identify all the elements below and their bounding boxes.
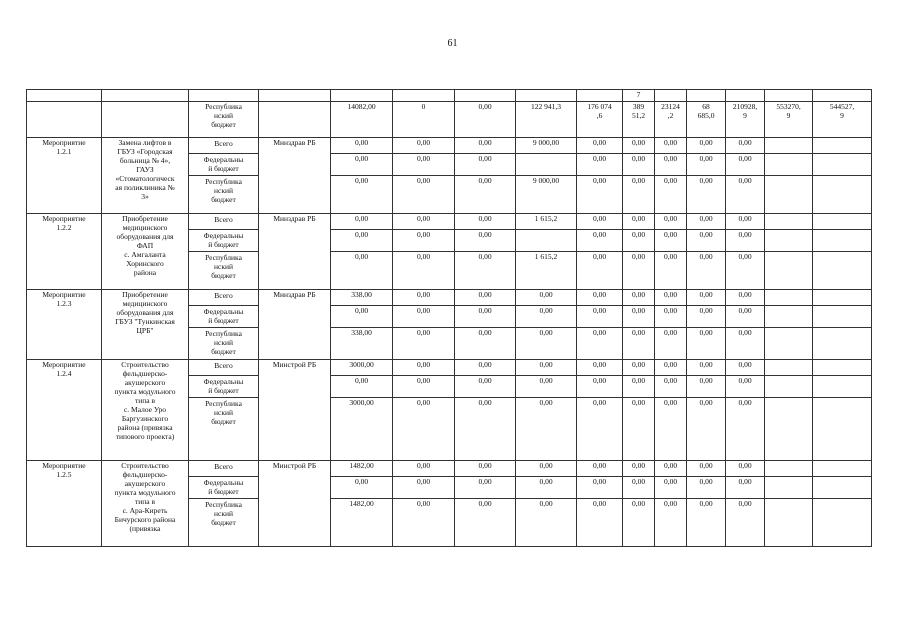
value-cell: [765, 328, 813, 360]
value-cell: 0,00: [455, 214, 516, 230]
measure-id-cell: Мероприятие 1.2.2: [27, 214, 102, 290]
value-cell: 0,00: [455, 176, 516, 214]
value-cell: 0,00: [623, 461, 655, 477]
value-cell: 0,00: [623, 230, 655, 252]
value-cell: 0,00: [393, 398, 455, 461]
value-cell: [813, 154, 872, 176]
value-cell: 0,00: [331, 138, 393, 154]
value-cell: 0,00: [577, 477, 623, 499]
value-cell: [813, 214, 872, 230]
funding-source-cell: Всего: [189, 360, 259, 376]
value-cell: [813, 477, 872, 499]
value-cell: 0,00: [726, 328, 765, 360]
budget-table: [26, 89, 872, 547]
value-cell: [765, 477, 813, 499]
executor-cell: [259, 102, 331, 138]
value-cell: 0,00: [655, 328, 687, 360]
value-cell: 0,00: [655, 360, 687, 376]
value-cell: 0,00: [393, 360, 455, 376]
value-cell: 0,00: [455, 154, 516, 176]
value-cell: 0,00: [393, 252, 455, 290]
measure-name-cell: Приобретение медицинского оборудования для ГБУЗ "Тункинская ЦРБ": [102, 290, 189, 360]
funding-source-cell: Федеральны й бюджет: [189, 154, 259, 176]
value-cell: 0,00: [726, 306, 765, 328]
value-cell: 0,00: [655, 306, 687, 328]
funding-source-cell: Республика нский бюджет: [189, 252, 259, 290]
value-cell: [813, 376, 872, 398]
value-cell: 0,00: [455, 290, 516, 306]
value-cell: 338,00: [331, 328, 393, 360]
funding-source-cell: Федеральны й бюджет: [189, 306, 259, 328]
executor-cell: Минздрав РБ: [259, 290, 331, 360]
value-cell: 0,00: [331, 214, 393, 230]
value-cell: 0,00: [393, 376, 455, 398]
value-cell: 338,00: [331, 290, 393, 306]
value-cell: 0,00: [655, 214, 687, 230]
value-cell: [765, 176, 813, 214]
funding-source-cell: Федеральны й бюджет: [189, 477, 259, 499]
header-cell: [189, 90, 259, 102]
value-cell: 0,00: [516, 461, 577, 477]
value-cell: 0,00: [726, 477, 765, 499]
funding-source-cell: Республика нский бюджет: [189, 102, 259, 138]
value-cell: 0,00: [726, 176, 765, 214]
value-cell: 0,00: [393, 176, 455, 214]
header-cell: [813, 90, 872, 102]
value-cell: 0,00: [687, 461, 726, 477]
value-cell: 0,00: [455, 360, 516, 376]
value-cell: 0,00: [726, 360, 765, 376]
value-cell: 0,00: [331, 306, 393, 328]
funding-source-cell: Федеральны й бюджет: [189, 230, 259, 252]
executor-cell: Минздрав РБ: [259, 214, 331, 290]
value-cell: 0,00: [623, 154, 655, 176]
value-cell: 14082,00: [331, 102, 393, 138]
measure-id-cell: Мероприятие 1.2.5: [27, 461, 102, 547]
value-cell: 0,00: [393, 306, 455, 328]
value-cell: 0,00: [577, 360, 623, 376]
value-cell: 0,00: [726, 461, 765, 477]
value-cell: [813, 398, 872, 461]
value-cell: 0,00: [687, 328, 726, 360]
value-cell: 3000,00: [331, 360, 393, 376]
value-cell: 0,00: [655, 461, 687, 477]
value-cell: [813, 176, 872, 214]
value-cell: 0,00: [655, 290, 687, 306]
table-row: [27, 360, 872, 376]
value-cell: 0,00: [687, 154, 726, 176]
value-cell: 0,00: [623, 290, 655, 306]
value-cell: 0,00: [577, 398, 623, 461]
value-cell: 0,00: [516, 290, 577, 306]
header-number-row: [27, 90, 872, 102]
value-cell: 0,00: [393, 230, 455, 252]
value-cell: [813, 138, 872, 154]
funding-source-cell: Республика нский бюджет: [189, 499, 259, 547]
value-cell: 0,00: [516, 477, 577, 499]
measure-name-cell: Приобретение медицинского оборудования для ФАП с. Амгаланта Хоринского района: [102, 214, 189, 290]
measure-name-cell: Замена лифтов в ГБУЗ «Городская больница № 4», ГАУЗ «Стоматологическ ая поликлиника № 3»: [102, 138, 189, 214]
table-row: [27, 138, 872, 154]
value-cell: 1 615,2: [516, 214, 577, 230]
funding-source-cell: Всего: [189, 214, 259, 230]
value-cell: 0,00: [455, 376, 516, 398]
measure-name-cell: Строительство фельдшерско- акушерского пункта модульного типа в с. Малое Уро Баргузинского района (привязка типового проекта): [102, 360, 189, 461]
value-cell: 0,00: [455, 138, 516, 154]
value-cell: 0,00: [623, 328, 655, 360]
value-cell: 0,00: [331, 154, 393, 176]
value-cell: 0,00: [393, 138, 455, 154]
value-cell: [516, 154, 577, 176]
funding-source-cell: Всего: [189, 461, 259, 477]
executor-cell: Минстрой РБ: [259, 360, 331, 461]
value-cell: 0,00: [393, 328, 455, 360]
value-cell: 0,00: [393, 154, 455, 176]
value-cell: 0,00: [655, 176, 687, 214]
value-cell: 1482,00: [331, 461, 393, 477]
table-row: [27, 461, 872, 477]
value-cell: 0,00: [455, 477, 516, 499]
header-cell: [726, 90, 765, 102]
value-cell: 0,00: [577, 154, 623, 176]
value-cell: 0,00: [623, 138, 655, 154]
executor-cell: Минстрой РБ: [259, 461, 331, 547]
value-cell: 23124 ,2: [655, 102, 687, 138]
value-cell: 122 941,3: [516, 102, 577, 138]
value-cell: 0,00: [516, 398, 577, 461]
header-cell: [765, 90, 813, 102]
value-cell: 0,00: [726, 154, 765, 176]
value-cell: 68 685,0: [687, 102, 726, 138]
value-cell: [765, 290, 813, 306]
value-cell: 0,00: [577, 306, 623, 328]
value-cell: [765, 230, 813, 252]
value-cell: 0,00: [623, 398, 655, 461]
value-cell: 0,00: [655, 230, 687, 252]
value-cell: 0,00: [623, 252, 655, 290]
value-cell: 0,00: [455, 328, 516, 360]
header-cell: [393, 90, 455, 102]
value-cell: 176 074 ,6: [577, 102, 623, 138]
value-cell: 0,00: [623, 214, 655, 230]
value-cell: 0,00: [687, 290, 726, 306]
value-cell: 0,00: [393, 290, 455, 306]
value-cell: 0: [393, 102, 455, 138]
value-cell: 0,00: [516, 360, 577, 376]
header-cell: [455, 90, 516, 102]
value-cell: [516, 230, 577, 252]
value-cell: 0,00: [687, 306, 726, 328]
value-cell: 1482,00: [331, 499, 393, 547]
value-cell: [765, 138, 813, 154]
value-cell: 9 000,00: [516, 176, 577, 214]
value-cell: 0,00: [726, 230, 765, 252]
header-cell: [655, 90, 687, 102]
value-cell: 0,00: [331, 252, 393, 290]
value-cell: [765, 154, 813, 176]
value-cell: 0,00: [331, 376, 393, 398]
value-cell: 0,00: [623, 477, 655, 499]
header-cell: [331, 90, 393, 102]
value-cell: 0,00: [577, 138, 623, 154]
value-cell: 0,00: [655, 499, 687, 547]
value-cell: 0,00: [726, 398, 765, 461]
value-cell: 0,00: [577, 461, 623, 477]
header-cell: [516, 90, 577, 102]
value-cell: 0,00: [577, 214, 623, 230]
value-cell: 0,00: [623, 360, 655, 376]
measure-id-cell: Мероприятие 1.2.3: [27, 290, 102, 360]
value-cell: 0,00: [726, 138, 765, 154]
value-cell: [765, 376, 813, 398]
value-cell: [813, 461, 872, 477]
value-cell: 0,00: [687, 176, 726, 214]
value-cell: 544527, 9: [813, 102, 872, 138]
value-cell: 0,00: [577, 252, 623, 290]
value-cell: 0,00: [687, 230, 726, 252]
header-cell: 7: [623, 90, 655, 102]
value-cell: 0,00: [655, 154, 687, 176]
value-cell: [765, 499, 813, 547]
value-cell: 0,00: [577, 376, 623, 398]
value-cell: 0,00: [455, 230, 516, 252]
value-cell: 0,00: [726, 499, 765, 547]
measure-name-cell: Строительство фельдшерско- акушерского пункта модульного типа в с. Ара-Киреть Бичурского района (привязка: [102, 461, 189, 547]
funding-source-cell: Всего: [189, 138, 259, 154]
value-cell: [765, 360, 813, 376]
value-cell: 0,00: [687, 499, 726, 547]
value-cell: 0,00: [455, 499, 516, 547]
value-cell: [813, 306, 872, 328]
value-cell: [813, 328, 872, 360]
value-cell: 1 615,2: [516, 252, 577, 290]
header-cell: [259, 90, 331, 102]
value-cell: [813, 290, 872, 306]
value-cell: 0,00: [655, 252, 687, 290]
value-cell: 3000,00: [331, 398, 393, 461]
measure-id-cell: [27, 102, 102, 138]
value-cell: 0,00: [687, 477, 726, 499]
value-cell: 0,00: [655, 376, 687, 398]
value-cell: 0,00: [655, 138, 687, 154]
funding-source-cell: Федеральны й бюджет: [189, 376, 259, 398]
value-cell: 389 51,2: [623, 102, 655, 138]
value-cell: 0,00: [393, 499, 455, 547]
table-row: [27, 214, 872, 230]
value-cell: 0,00: [687, 138, 726, 154]
value-cell: 0,00: [726, 290, 765, 306]
value-cell: [765, 306, 813, 328]
value-cell: 0,00: [393, 461, 455, 477]
value-cell: 0,00: [393, 477, 455, 499]
header-cell: [27, 90, 102, 102]
value-cell: 0,00: [455, 461, 516, 477]
value-cell: [765, 461, 813, 477]
executor-cell: Минздрав РБ: [259, 138, 331, 214]
funding-source-cell: Республика нский бюджет: [189, 328, 259, 360]
value-cell: 0,00: [577, 290, 623, 306]
value-cell: 0,00: [455, 102, 516, 138]
value-cell: 0,00: [577, 176, 623, 214]
value-cell: 0,00: [577, 499, 623, 547]
value-cell: 9 000,00: [516, 138, 577, 154]
value-cell: 0,00: [331, 477, 393, 499]
value-cell: 0,00: [726, 214, 765, 230]
funding-source-cell: Республика нский бюджет: [189, 398, 259, 461]
measure-id-cell: Мероприятие 1.2.4: [27, 360, 102, 461]
header-cell: [577, 90, 623, 102]
value-cell: 0,00: [577, 230, 623, 252]
value-cell: 0,00: [687, 214, 726, 230]
value-cell: 0,00: [687, 360, 726, 376]
value-cell: [813, 499, 872, 547]
value-cell: 0,00: [331, 176, 393, 214]
header-cell: [102, 90, 189, 102]
value-cell: 0,00: [655, 477, 687, 499]
value-cell: [813, 230, 872, 252]
value-cell: [813, 252, 872, 290]
value-cell: 0,00: [687, 376, 726, 398]
value-cell: 0,00: [455, 398, 516, 461]
value-cell: 0,00: [455, 252, 516, 290]
value-cell: 210928, 9: [726, 102, 765, 138]
page-number: 61: [447, 38, 458, 49]
value-cell: 0,00: [331, 230, 393, 252]
value-cell: 0,00: [655, 398, 687, 461]
carry-over-row: [27, 102, 872, 138]
value-cell: 0,00: [687, 398, 726, 461]
value-cell: 0,00: [623, 306, 655, 328]
value-cell: 0,00: [516, 328, 577, 360]
value-cell: [765, 214, 813, 230]
value-cell: 0,00: [516, 306, 577, 328]
value-cell: [813, 360, 872, 376]
value-cell: 0,00: [393, 214, 455, 230]
measure-name-cell: [102, 102, 189, 138]
table-row: [27, 290, 872, 306]
value-cell: 0,00: [623, 376, 655, 398]
measure-id-cell: Мероприятие 1.2.1: [27, 138, 102, 214]
table-body: [27, 90, 872, 547]
value-cell: 0,00: [623, 176, 655, 214]
value-cell: 0,00: [577, 328, 623, 360]
value-cell: 553270, 9: [765, 102, 813, 138]
value-cell: 0,00: [726, 376, 765, 398]
value-cell: [765, 398, 813, 461]
value-cell: 0,00: [516, 499, 577, 547]
funding-source-cell: Всего: [189, 290, 259, 306]
value-cell: 0,00: [516, 376, 577, 398]
header-cell: [687, 90, 726, 102]
value-cell: 0,00: [687, 252, 726, 290]
value-cell: 0,00: [726, 252, 765, 290]
value-cell: [765, 252, 813, 290]
value-cell: 0,00: [623, 499, 655, 547]
value-cell: 0,00: [455, 306, 516, 328]
funding-source-cell: Республика нский бюджет: [189, 176, 259, 214]
